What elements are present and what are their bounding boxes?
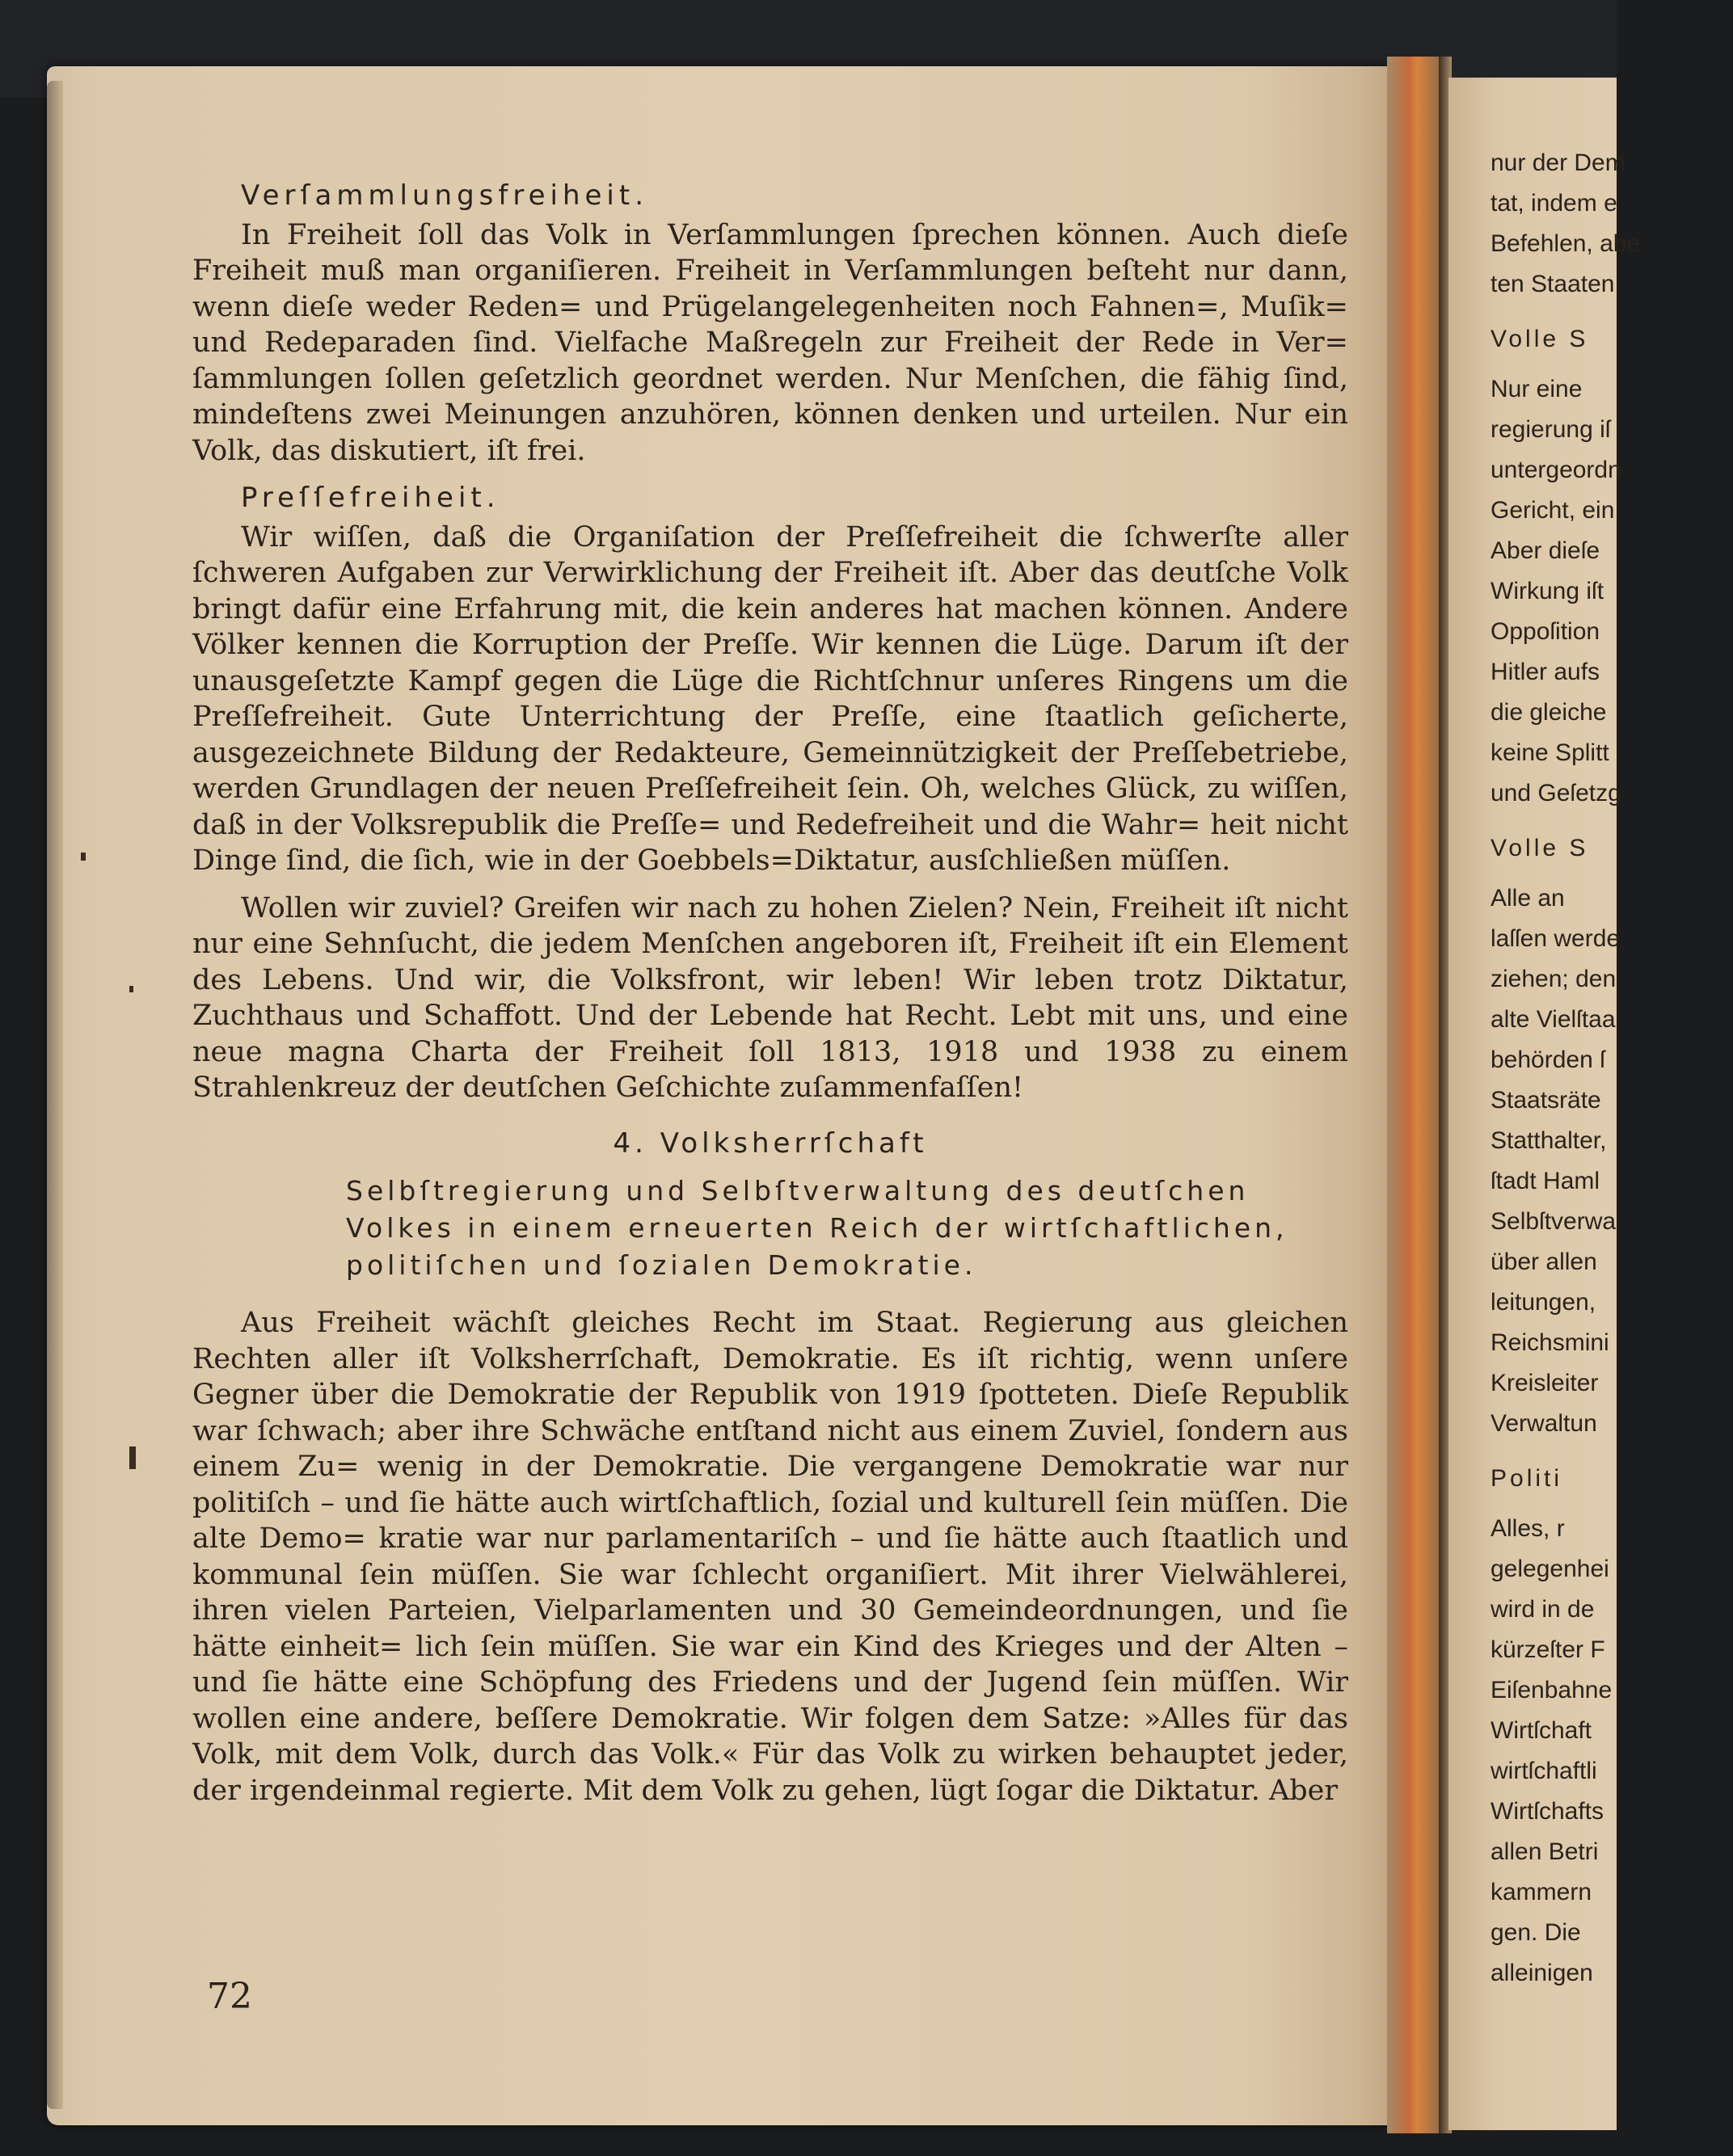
right-line: Oppoſition <box>1491 618 1600 645</box>
right-line: nur der Dem <box>1491 149 1625 176</box>
motto-line: politiſchen und ſozialen Demokratie. <box>346 1249 977 1281</box>
chapter-motto <box>346 1173 1348 1284</box>
right-line: regierung iſ <box>1491 416 1611 443</box>
right-line: Kreisleiter <box>1491 1370 1599 1396</box>
right-line: Hitler aufs <box>1491 659 1600 685</box>
right-heading: Volle S <box>1491 326 1589 352</box>
right-line: kammern <box>1491 1879 1592 1905</box>
right-line: Aber dieſe <box>1491 537 1600 564</box>
book-gutter <box>1387 57 1442 2133</box>
right-line: über allen <box>1491 1249 1597 1275</box>
right-line: Wirkung iſt <box>1491 578 1604 604</box>
right-line: ſtadt Haml <box>1491 1168 1600 1194</box>
scan-speck <box>129 1446 136 1469</box>
right-line: Alles, r <box>1491 1515 1565 1542</box>
motto-line: Selbſtregierung und Selbſtverwaltung des deutſchen <box>346 1175 1250 1206</box>
right-line: ten Staaten <box>1491 271 1615 297</box>
page-number: 72 <box>207 1976 252 2017</box>
right-line: Nur eine <box>1491 376 1583 402</box>
right-line: alte Vielſtaa <box>1491 1006 1616 1033</box>
right-line: Gericht, ein <box>1491 497 1615 524</box>
right-line: Statthalter, <box>1491 1127 1607 1154</box>
page-edge <box>47 81 63 2109</box>
right-line: die gleiche <box>1491 699 1607 726</box>
paragraph-pressefreiheit: Wir wiſſen, daß die Organiſation der Preſſefreiheit die ſchwerſte aller ſchweren Aufgaben zur Verwirklichung der Freiheit iſt. Aber das deutſche Volk bringt dafür eine Erfahrung mit, die kein anderes hat machen können. Andere Völker kennen die Korruption der Preſſe. Wir kennen die Lüge. Darum iſt der unausgeſetzte Kampf gegen die Lüge die Richtſchnur unſeres Ringens um die Preſſefreiheit. Gute Unterrichtung der Preſſe, eine ſtaatlich geſicherte, ausgezeichnete Bildung der Redakteure, Gemeinnützigkeit der Preſſebetriebe, werden Grundlagen der neuen Preſſefreiheit ſein. Oh, welches Glück, zu wiſſen, daß in der Volksrepublik die Preſſe= und Redefreiheit und die Wahr= heit nicht Dinge ſind, die ſich, wie in der Goebbels=Diktatur, ausſchließen müſſen. <box>192 520 1348 877</box>
right-heading: Politi <box>1491 1465 1563 1492</box>
right-page-text <box>1491 78 1733 1994</box>
right-heading: Volle S <box>1491 835 1589 861</box>
right-line: wird in de <box>1491 1596 1595 1623</box>
right-line: Alle an <box>1491 885 1565 912</box>
right-line: kürzeſter F <box>1491 1636 1605 1663</box>
paragraph-versammlungsfreiheit: In Freiheit ſoll das Volk in Verſammlungen ſprechen können. Auch dieſe Freiheit muß man organiſieren. Freiheit in Verſammlungen beſteht nur dann, wenn dieſe weder Reden= und Prügelangelegenheiten noch Fahnen=, Muſik= und Redeparaden ſind. Vielfache Maßregeln zur Freiheit der Rede in Ver= ſammlungen ſollen geſetzlich geordnet werden. Nur Menſchen, die fähig ſind, mindeſtens zwei Meinungen anzuhören, können denken und urteilen. Nur ein Volk, das diskutiert, iſt frei. <box>192 218 1348 467</box>
scan-speck <box>129 986 133 992</box>
right-line: wirtſchaftli <box>1491 1758 1597 1784</box>
right-line: Wirtſchafts <box>1491 1798 1604 1825</box>
right-line: Staatsräte <box>1491 1087 1601 1114</box>
right-line: gen. Die <box>1491 1919 1581 1946</box>
right-line: Verwaltun <box>1491 1410 1597 1437</box>
right-line: behörden ſ <box>1491 1046 1605 1073</box>
right-line: Wirtſchaft <box>1491 1717 1592 1744</box>
right-line: keine Splitt <box>1491 739 1609 766</box>
right-line: Reichsmini <box>1491 1329 1609 1356</box>
chapter-title: 4. Volksherrſchaft <box>613 1126 928 1160</box>
motto-line: Volkes in einem erneuerten Reich der wirtſchaftlichen, <box>346 1212 1288 1244</box>
right-line: alleinigen <box>1491 1960 1593 1986</box>
paragraph-freiheit-element: Wollen wir zuviel? Greifen wir nach zu hohen Zielen? Nein, Freiheit iſt nicht nur eine Sehnſucht, die jedem Menſchen angeboren iſt, Freiheit iſt ein Element des Lebens. Und wir, die Volksfront, wir leben! Wir leben trotz Diktatur, Zuchthaus und Schaffott. Und der Lebende hat Recht. Lebt mit uns, und eine neue magna Charta der Freiheit ſoll 1813, 1918 und 1938 zu einem Strahlenkreuz der deutſchen Geſchichte zuſammenfaſſen! <box>192 891 1348 1104</box>
page-body <box>192 178 1348 1820</box>
right-line: untergeordn <box>1491 457 1621 483</box>
right-line: tat, indem e <box>1491 190 1617 217</box>
right-page <box>1448 78 1641 2130</box>
right-line: leitungen, <box>1491 1289 1596 1316</box>
right-line: ziehen; den <box>1491 966 1617 992</box>
section-heading-pressefreiheit: Preſſefreiheit. <box>241 482 500 514</box>
scan-speck <box>81 853 86 861</box>
paragraph-volksherrschaft: Aus Freiheit wächſt gleiches Recht im Staat. Regierung aus gleichen Rechten aller iſt Volksherrſchaft, Demokratie. Es iſt richtig, wenn unſere Gegner über die Demokratie der Republik von 1919 ſpotteten. Dieſe Republik war ſchwach; aber ihre Schwäche entſtand nicht aus einem Zuviel, ſondern aus einem Zu= wenig in der Demokratie. Die vergangene Demokratie war nur politiſch – und ſie hätte auch wirtſchaftlich, ſozial und kulturell ſein müſſen. Die alte Demo= kratie war nur parlamentariſch – und ſie hätte auch ſtaatlich und kommunal ſein müſſen. Sie war ſchlecht organiſiert. Mit ihrer Vielwählerei, ihren vielen Parteien, Vielparlamenten und 30 Gemeindeordnungen, und ſie hätte einheit= lich ſein müſſen. Sie war ein Kind des Krieges und der Alten – und ſie hätte eine Schöpfung des Friedens und der Jugend ſein müſſen. Wir wollen eine andere, beſſere Demokratie. Wir folgen dem Satze: »Alles für das Volk, mit dem Volk, durch das Volk.« Für das Volk zu wirken behauptet jeder, der irgendeinmal regierte. Mit dem Volk zu gehen, lügt ſogar die Diktatur. Aber <box>192 1307 1348 1807</box>
right-line: gelegenhei <box>1491 1556 1609 1582</box>
right-line: Eiſenbahne <box>1491 1677 1613 1703</box>
right-line: Befehlen, abe <box>1491 230 1641 257</box>
right-line: laſſen werde <box>1491 925 1621 952</box>
section-heading-versammlungsfreiheit: Verſammlungsfreiheit. <box>241 179 649 212</box>
right-line: Selbſtverwa <box>1491 1208 1617 1235</box>
right-line: allen Betri <box>1491 1838 1599 1865</box>
right-line: und Geſetzg <box>1491 780 1621 806</box>
